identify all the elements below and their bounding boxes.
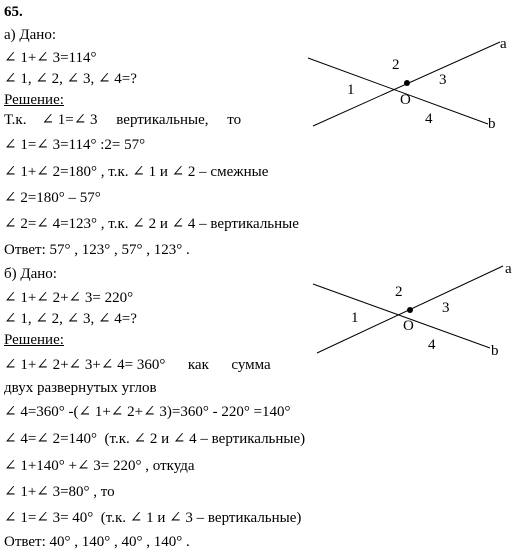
part-a-step-5: ∠ 2=∠ 4=123° , т.к. ∠ 2 и ∠ 4 – вертикальные [4, 216, 299, 232]
part-b-given-1: ∠ 1+∠ 2+∠ 3= 220° [4, 290, 134, 306]
figure-b-label-b: b [491, 343, 499, 359]
part-a-answer: Ответ: 57° , 123° , 57° , 123° . [4, 242, 190, 258]
part-a-step-2: ∠ 1=∠ 3=114° :2= 57° [4, 137, 146, 153]
figure-b-label-o: O [403, 318, 414, 334]
figure-b-point-o [407, 307, 413, 313]
figure-b-angle-1: 1 [351, 310, 359, 326]
figure-a-angle-2: 2 [392, 57, 400, 73]
part-a-given-label: а) Дано: [4, 27, 56, 43]
part-a-given-2: ∠ 1, ∠ 2, ∠ 3, ∠ 4=? [4, 71, 137, 87]
figure-b-label-a: a [505, 261, 512, 277]
part-b-answer: Ответ: 40° , 140° , 40° , 140° . [4, 534, 190, 550]
part-a-solution-label: Решение: [4, 92, 64, 108]
figure-a-angle-1: 1 [347, 82, 355, 98]
figure-b-angle-4: 4 [428, 337, 436, 353]
figure-a-label-o: O [400, 92, 411, 108]
part-b-step-5: ∠ 1+140° +∠ 3= 220° , откуда [4, 458, 195, 474]
part-b-given-label: б) Дано: [4, 266, 57, 282]
part-b-solution-label: Решение: [4, 332, 64, 348]
part-a-step-4: ∠ 2=180° – 57° [4, 190, 101, 206]
figure-a-angle-4: 4 [425, 111, 433, 127]
problem-number: 65. [4, 4, 23, 20]
part-b-step-2: двух развернутых углов [4, 380, 157, 396]
part-b-step-4: ∠ 4=∠ 2=140° (т.к. ∠ 2 и ∠ 4 – вертикальные) [4, 431, 306, 447]
figure-a-label-a: a [500, 36, 507, 52]
part-b-step-1: ∠ 1+∠ 2+∠ 3+∠ 4= 360° как сумма [4, 357, 271, 373]
part-b-step-6: ∠ 1+∠ 3=80° , то [4, 484, 115, 500]
part-b-given-2: ∠ 1, ∠ 2, ∠ 3, ∠ 4=? [4, 311, 137, 327]
part-a-given-1: ∠ 1+∠ 3=114° [4, 50, 97, 66]
figure-a-angle-3: 3 [439, 72, 447, 88]
part-b-step-7: ∠ 1=∠ 3= 40° (т.к. ∠ 1 и ∠ 3 – вертикальные) [4, 510, 302, 526]
figure-a-label-b: b [488, 116, 496, 132]
figure-b-angle-2: 2 [395, 284, 403, 300]
part-b-step-3: ∠ 4=360° -(∠ 1+∠ 2+∠ 3)=360° - 220° =140° [4, 404, 291, 420]
part-a-step-1: Т.к. ∠ 1=∠ 3 вертикальные, то [4, 112, 242, 128]
figure-b-angle-3: 3 [442, 300, 450, 316]
part-a-step-3: ∠ 1+∠ 2=180° , т.к. ∠ 1 и ∠ 2 – смежные [4, 164, 269, 180]
